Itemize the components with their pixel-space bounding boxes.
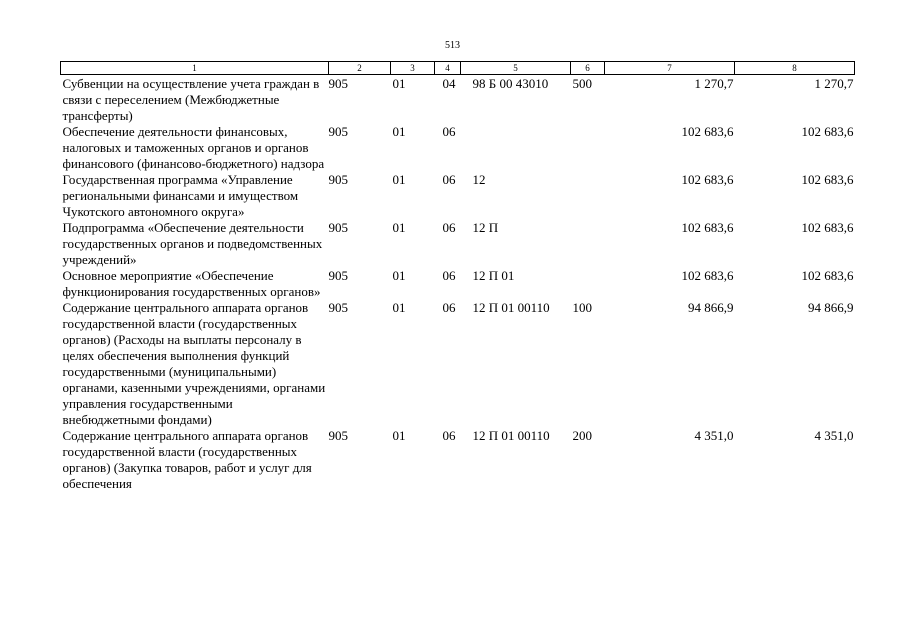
row-name: Обеспечение деятельности финансовых, налоговых и таможенных органов и органов финансового (финансово-бюджетного) надзора [62, 124, 325, 171]
row-expense-type [571, 220, 605, 268]
row-sum-2: 4 351,0 [814, 428, 854, 443]
row-grbs: 905 [328, 172, 348, 187]
row-grbs: 905 [328, 124, 348, 139]
row-target-article: 12 П 01 00110 [472, 428, 550, 443]
column-header: 6 [571, 62, 605, 75]
row-sum-2: 102 683,6 [801, 124, 854, 139]
row-sum-2: 1 270,7 [814, 76, 854, 91]
row-grbs: 905 [328, 76, 348, 91]
row-expense-type: 200 [572, 428, 592, 443]
table-row [61, 172, 855, 220]
row-expense-type [571, 172, 605, 220]
row-subsection: 06 [442, 428, 456, 443]
row-sum-1: 102 683,6 [681, 124, 734, 139]
row-subsection: 06 [442, 268, 456, 283]
row-section: 01 [392, 428, 406, 443]
row-subsection: 06 [442, 220, 456, 235]
table-row [61, 220, 855, 268]
row-section: 01 [392, 124, 406, 139]
table-header-row [61, 62, 855, 75]
row-name: Содержание центрального аппарата органов государственной власти (государственных органов) (Расходы на выплаты персоналу в целях обеспечения выполнения функций государственными (муниципальными) органами, казенными учреждениями, органами управления государственными внебюджетными фондами) [62, 300, 326, 427]
column-header: 2 [329, 62, 391, 75]
row-subsection: 06 [442, 124, 456, 139]
row-name: Основное мероприятие «Обеспечение функционирования государственных органов» [62, 268, 321, 299]
row-sum-1: 102 683,6 [681, 220, 734, 235]
row-sum-2: 94 866,9 [808, 300, 854, 315]
row-expense-type: 100 [572, 300, 592, 315]
row-sum-1: 102 683,6 [681, 172, 734, 187]
column-header: 5 [461, 62, 571, 75]
row-target-article: 12 П 01 00110 [472, 300, 550, 315]
row-sum-2: 102 683,6 [801, 172, 854, 187]
row-section: 01 [392, 300, 406, 315]
row-grbs: 905 [328, 428, 348, 443]
row-grbs: 905 [328, 268, 348, 283]
table-row [61, 75, 855, 125]
column-header: 7 [605, 62, 735, 75]
row-subsection: 06 [442, 172, 456, 187]
table-row [61, 428, 855, 492]
row-subsection: 06 [442, 300, 456, 315]
row-target-article [461, 124, 571, 172]
row-sum-2: 102 683,6 [801, 220, 854, 235]
budget-table [60, 61, 855, 492]
column-header: 1 [61, 62, 329, 75]
row-name: Государственная программа «Управление региональными финансами и имуществом Чукотского автономного округа» [62, 172, 299, 219]
row-name: Подпрограмма «Обеспечение деятельности государственных органов и подведомственных учреждений» [62, 220, 323, 267]
column-header: 8 [735, 62, 855, 75]
row-name: Содержание центрального аппарата органов государственной власти (государственных органов) (Закупка товаров, работ и услуг для обеспечения [62, 428, 312, 491]
row-section: 01 [392, 220, 406, 235]
row-grbs: 905 [328, 220, 348, 235]
table-row [61, 124, 855, 172]
table-row [61, 268, 855, 300]
row-target-article: 12 [472, 172, 486, 187]
row-expense-type [571, 124, 605, 172]
row-name: Субвенции на осуществление учета граждан в связи с переселением (Межбюджетные трансферты) [62, 76, 320, 123]
row-target-article: 98 Б 00 43010 [472, 76, 549, 91]
row-grbs: 905 [328, 300, 348, 315]
column-header: 4 [435, 62, 461, 75]
row-sum-1: 102 683,6 [681, 268, 734, 283]
row-section: 01 [392, 268, 406, 283]
row-target-article: 12 П [472, 220, 499, 235]
row-sum-1: 1 270,7 [694, 76, 734, 91]
row-section: 01 [392, 172, 406, 187]
table-row [61, 300, 855, 428]
row-expense-type: 500 [572, 76, 592, 91]
row-sum-1: 94 866,9 [688, 300, 734, 315]
row-sum-1: 4 351,0 [694, 428, 734, 443]
column-header: 3 [391, 62, 435, 75]
page-number: 513 [445, 40, 460, 51]
row-target-article: 12 П 01 [472, 268, 515, 283]
row-sum-2: 102 683,6 [801, 268, 854, 283]
row-expense-type [571, 268, 605, 300]
row-subsection: 04 [442, 76, 456, 91]
row-section: 01 [392, 76, 406, 91]
